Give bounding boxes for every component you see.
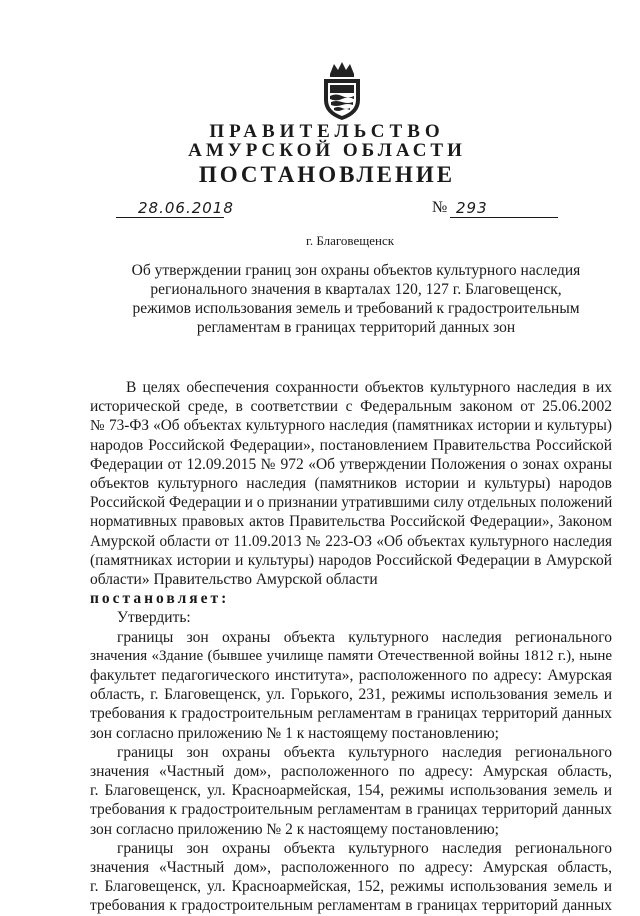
body-line: границы зон охраны объекта культурного наследия регионального bbox=[117, 839, 612, 857]
subject-line: регламентам в границах территорий данных зон bbox=[196, 319, 516, 336]
decree-word: постановляет: bbox=[90, 590, 230, 608]
government-title: ПРАВИТЕЛЬСТВО bbox=[209, 121, 445, 142]
number-label: № bbox=[432, 199, 448, 216]
body-line: г. Благовещенск, ул. Красноармейская, 154, режимы использования земель и bbox=[90, 782, 612, 800]
region-title: АМУРСКОЙ ОБЛАСТИ bbox=[188, 140, 466, 161]
body-line: объектов культурного наследия (памятников истории и культуры) народов bbox=[90, 475, 612, 493]
body-line: Амурской области от 11.09.2013 № 223-ОЗ «Об объектах культурного наследия bbox=[90, 532, 612, 550]
body-line: народов Российской Федерации», постановлением Правительства Российской bbox=[90, 436, 612, 454]
body-line: требования к градостроительным регламентам в границах территорий данных bbox=[90, 897, 612, 915]
coat-of-arms-icon bbox=[318, 60, 366, 122]
body-line: Утвердить: bbox=[117, 609, 191, 627]
document-number: 293 bbox=[450, 199, 558, 218]
body-line: Российской Федерации и о признании утратившими силу отдельных положений bbox=[90, 494, 613, 512]
body-line: область, г. Благовещенск, ул. Горького, 231, режимы использования земель и bbox=[90, 686, 612, 704]
body-line: значения «Частный дом», расположенного по адресу: Амурская область, bbox=[90, 763, 612, 781]
body-line: В целях обеспечения сохранности объектов культурного наследия в их bbox=[126, 379, 612, 396]
document-subject bbox=[120, 261, 592, 337]
body-line: № 73-ФЗ «Об объектах культурного наследия (памятниках истории и культуры) bbox=[90, 417, 612, 435]
body-line: (памятниках истории и культуры) народов Российской Федерации в Амурской bbox=[90, 551, 612, 569]
body-line: Федерации от 12.09.2015 № 972 «Об утверждении Положения о зонах охраны bbox=[90, 455, 612, 473]
body-line: г. Благовещенск, ул. Красноармейская, 152, режимы использования земель и bbox=[90, 878, 612, 896]
body-line: зон согласно приложению № 1 к настоящему постановлению; bbox=[90, 724, 499, 742]
body-line: зон согласно приложению № 2 к настоящему постановлению; bbox=[90, 820, 499, 838]
subject-line: регионального значения в кварталах 120, 127 г. Благовещенск, bbox=[150, 281, 562, 298]
city-name: г. Благовещенск bbox=[305, 233, 395, 248]
body-line: границы зон охраны объекта культурного наследия регионального bbox=[117, 743, 612, 761]
document-date: 28.06.2018 bbox=[116, 199, 224, 218]
body-line: значения «Частный дом», расположенного по адресу: Амурская область, bbox=[90, 859, 612, 877]
subject-line: режимов использования земель и требований к градостроительным bbox=[132, 300, 580, 317]
body-line: исторической среде, в соответствии с Федеральным законом от 25.06.2002 bbox=[90, 398, 612, 416]
document-body bbox=[90, 378, 612, 916]
subject-line: Об утверждении границ зон охраны объектов культурного наследия bbox=[131, 262, 581, 279]
body-line: нормативных правовых актов Правительства Российской Федерации», Законом bbox=[90, 513, 612, 531]
body-line: требования к градостроительным регламентам в границах территорий данных bbox=[90, 705, 612, 723]
document-type-title: ПОСТАНОВЛЕНИЕ bbox=[198, 162, 456, 187]
body-line: границы зон охраны объекта культурного наследия регионального bbox=[117, 628, 612, 646]
body-line: требования к градостроительным регламентам в границах территорий данных bbox=[90, 801, 612, 819]
body-line: области» Правительство Амурской области bbox=[90, 571, 378, 589]
body-line: значения «Здание (бывшее училище памяти Отечественной войны 1812 г.), ныне bbox=[90, 647, 612, 664]
body-line: факультет педагогического института», расположенного по адресу: Амурская bbox=[90, 667, 612, 685]
